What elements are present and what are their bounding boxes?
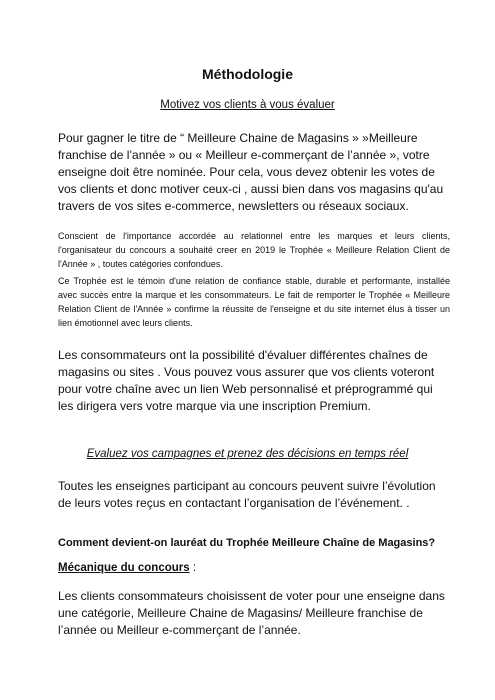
page-title: Méthodologie <box>202 66 293 82</box>
paragraph-suivi-votes: Toutes les enseignes participant au concours peuvent suivre l’évolution de leurs votes reçus en contactant l’organisation de l’événement. . <box>58 479 436 510</box>
mechanics-colon: : <box>189 562 197 574</box>
paragraph-consommateurs: Les consommateurs ont la possibilité d'évaluer différentes chaînes de magasins ou sites . Vous pouvez vous assurer que vos clients voteront pour votre chaîne avec un lien Web personnalisé et préprogrammé qui les dirigera vers votre marque via une inscription Premium. <box>58 348 435 413</box>
section-heading-campagnes: Evaluez vos campagnes et prenez des décisions en temps réel <box>86 448 409 460</box>
paragraph-intro: Pour gagner le titre de “ Meilleure Chaine de Magasins » »Meilleure franchise de l’année » ou « Meilleur e-commerçant de l’année », votre enseigne doit être nominée. Pour cela, vous devez obtenir les votes de vos clients et donc motiver ceux-ci , aussi bien dans vos magasins qu'au travers de vos sites e-commerce, newsletters ou réseaux sociaux. <box>58 131 444 213</box>
mechanics-label: Mécanique du concours <box>58 562 190 574</box>
paragraph-mecanique: Les clients consommateurs choisissent de voter pour une enseigne dans une catégorie, Meilleure Chaine de Magasins/ Meilleure franchise de l’année ou Meilleur e-commerçant de l’année. <box>58 589 445 637</box>
question-heading: Comment devient-on lauréat du Trophée Meilleure Chaîne de Magasins? <box>58 537 436 549</box>
mechanics-heading <box>58 561 196 575</box>
paragraph-trophee: Ce Trophée est le témoin d'une relation de confiance stable, durable et performante, installée avec succès entre la marque et les consommateurs. Le fait de remporter le Trophée « Meilleure Relation Client de l'Année » confirme la réussite de l'enseigne et du site internet élus à tisser un lien émotionnel avec leurs clients. <box>58 276 450 328</box>
paragraph-relation-client: Conscient de l'importance accordée au relationnel entre les marques et leurs clients, l'organisateur du concours a souhaité creer en 2019 le Trophée « Meilleure Relation Client de l'Année » , toutes catégories confondues. <box>58 231 450 269</box>
page-subtitle: Motivez vos clients à vous évaluer <box>160 99 335 111</box>
